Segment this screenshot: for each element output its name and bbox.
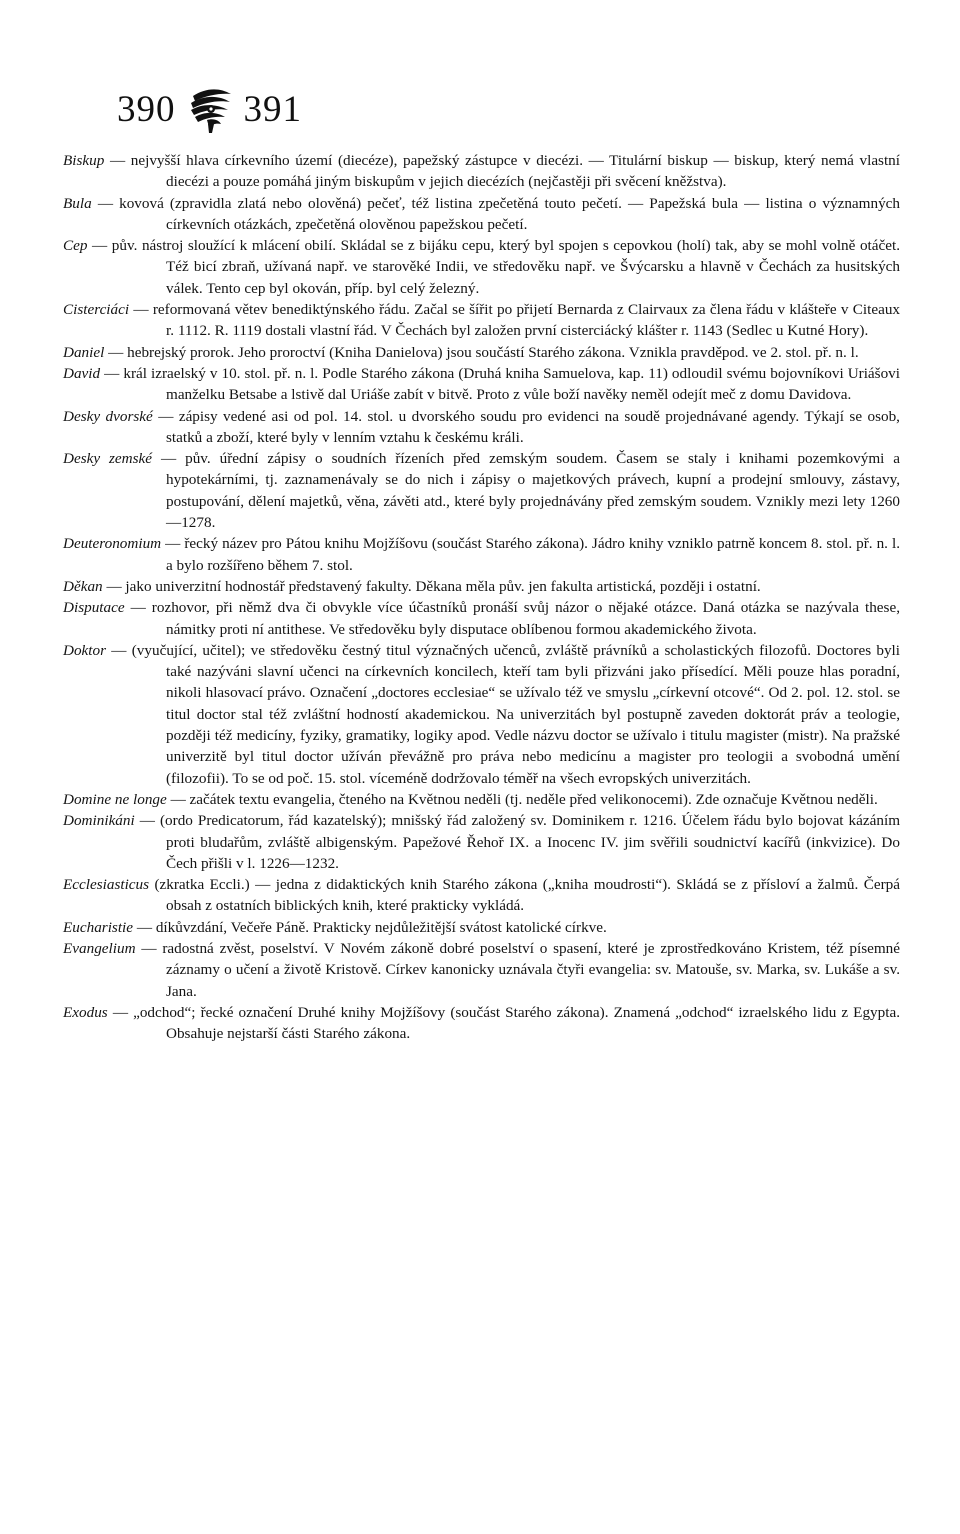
glossary-entry [63,597,900,640]
entry-term: Dominikáni [63,812,135,830]
entry-definition: — král izraelský v 10. stol. př. n. l. Podle Starého zákona (Druhá kniha Samuelova, kap. 11) odloudil svému bojovníkovi Uriášovi manželku Betsabe a lstivě dal Uriáše zabít v bitvě. Proto z vůle boží navěky neměl odejít meč z domu Davidova. [104,364,900,404]
glossary-entry [63,448,900,533]
glossary-entry [63,363,900,406]
entry-term: Biskup [63,152,105,169]
glossary-entry [63,874,900,917]
entry-term: Děkan [63,577,103,595]
entry-definition: — nejvyšší hlava církevního území (diecéze), papežský zástupce v diecézi. — Titulární biskup — biskup, který nemá vlastní diecézi a pouze pomáhá jiným biskupům v jejich diecézích (nejčastěji při svěcení kněžstva). [109,152,900,191]
glossary-entry [63,299,900,342]
entry-definition: — (vyučující, učitel); ve středověku čestný titul význačných učenců, zvláště právníků a scholastických filozofů. Doctores byli také nazýváni slavní učenci na církevních koncilech, kteří tam byli přizváni jako přísedící. Měli pouze hlas poradní, nikoli hlasovací právo. Označení „doctores ecclesiae“ se užívalo též ve smyslu „církevní otcové“. Od 2. pol. 12. stol. se titul doctor stal též zvláštní hodností akademickou. Na univerzitách byl postupně zaveden doktorát práv a teologie, později též medicíny, fyziky, gramatiky, logiky apod. Vedle názvu doctor se užívalo i titulu magister (mistr). Na pražské univerzitě byl titul doctor užíván převážně pro práva nebo medicínu a magister pro teologii a svobodná umění (filozofii). To se od poč. 15. stol. víceméně dodržovalo téměř na všech evropských univerzitách. [111,641,900,787]
entry-definition: — reformovaná větev benediktýnského řádu. Začal se šířit po přijetí Bernarda z Clairvaux za člena řádu v klášteře v Citeaux r. 1112. R. 1119 dostali vlastní řád. V Čechách byl založen první cisterciácký klášter r. 1143 (Sedlec u Kutné Hory). [133,301,901,340]
glossary-entry [63,917,900,938]
entry-term: David [63,364,101,382]
entry-term: Cep [63,237,88,255]
glossary-entry [63,235,900,299]
glossary-entry [63,789,900,810]
entry-term: Desky zemské [63,450,153,468]
entry-definition: — hebrejský prorok. Jeho proroctví (Kniha Danielova) jsou součástí Starého zákona. Vznikla pravděpod. ve 2. stol. př. n. l. [108,343,859,361]
entry-definition: — „odchod“; řecké označení Druhé knihy Mojžíšovy (součást Starého zákona). Znamená „odchod“ izraelského lidu z Egypta. Obsahuje nejstarší části Starého zákona. [112,1003,901,1043]
entry-definition: — rozhovor, při němž dva či obvykle více účastníků pronáší svůj názor o nějaké otázce. Daná otázka se nazývala these, námitky proti ní antithese. Ve středověku byly disputace oblíbenou formou akademického života. [130,599,901,638]
entry-term: Desky dvorské [63,407,153,425]
entry-term: Evangelium [63,939,136,957]
entry-definition: (zkratka Eccli.) — jedna z didaktických knih Starého zákona („kniha moudrosti“). Skládá se z přísloví a žalmů. Čerpá obsah z ostatních biblických knih, které prakticky vykládá. [154,876,901,915]
entry-term: Cisterciáci [63,301,130,319]
entry-term: Daniel [63,343,105,361]
glossary-entry [63,193,900,236]
entry-definition: — pův. úřední zápisy o soudních řízeních před zemským soudem. Časem se staly i knihami pozemkovými a hypotekárními, tj. zaznamenávaly se do nich i zápisy o majetkových právech, kupní a prodejní smlouvy, zástavy, postupování, dělení majetků, věna, závěti atd., které byly projednávány před zemským soudem. Vznikly mezi lety 1260—1278. [160,450,901,532]
entry-definition: — pův. nástroj sloužící k mlácení obilí. Skládal se z bijáku cepu, který byl spojen s cepovkou (holí) tak, aby se mohl volně otáčet. Též bicí zbraň, užívaná např. ve starověké Indii, ve středověku např. ve Švýcarsku a hlavně v Čechách za husitských válek. Tento cep byl okován, příp. byl celý železný. [92,237,900,297]
entry-term: Domine ne longe [63,790,167,808]
entry-definition: — zápisy vedené asi od pol. 14. stol. u dvorského soudu pro evidenci na soudě projednávané agendy. Týkají se osob, statků a zboží, které byly v lenním vztahu k českému králi. [158,407,900,446]
page-number-right: 391 [243,88,302,130]
entry-definition: — (ordo Predicatorum, řád kazatelský); mnišský řád založený sv. Dominikem r. 1216. Účelem řádu bylo bojovat kázáním proti bludařům, zvláště albigenským. Papežové Řehoř IX. a Inocenc IV. jim svěřili soudnictví kacířů (inkvizice). Do Čech přišli v l. 1226—1232. [139,812,901,872]
entry-definition: — díkůvzdání, Večeře Páně. Prakticky nejdůležitější svátost katolické církve. [136,918,607,936]
glossary-entry [63,150,900,193]
glossary-entry [63,1002,900,1045]
glossary-entry [63,938,900,1002]
page-number-left: 390 [117,88,176,130]
entry-term: Deuteronomium [63,535,162,553]
glossary-list [63,150,900,1044]
entry-definition: — radostná zvěst, poselství. V Novém zákoně dobré poselství o spasení, které je zprostředkováno Kristem, též písemné záznamy o učení a životě Kristově. Církev kanonicky uznávala čtyři evangelia: sv. Matouše, sv. Marka, sv. Lukáše a sv. Jana. [141,939,901,1000]
entry-term: Exodus [63,1003,108,1021]
glossary-entry [63,810,900,874]
entry-term: Bula [63,194,92,212]
stylized-leaf-ornament-icon [185,84,235,134]
entry-definition: — kovová (zpravidla zlatá nebo olověná) pečeť, též listina zpečetěná touto pečetí. — Papežská bula — listina o významných církevních otázkách, zpečetěná olověnou papežskou pečetí. [97,194,900,233]
entry-term: Disputace [63,599,125,617]
glossary-entry [63,576,900,597]
glossary-entry [63,342,900,363]
entry-term: Eucharistie [63,918,134,936]
entry-term: Ecclesiasticus [63,876,150,894]
entry-definition: — řecký název pro Pátou knihu Mojžíšovu (součást Starého zákona). Jádro knihy vzniklo patrně koncem 8. stol. př. n. l. a bylo rozšířeno během 7. stol. [165,535,901,574]
page-header [117,84,302,134]
entry-definition: — začátek textu evangelia, čteného na Květnou neděli (tj. neděle před velikonocemi). Zde označuje Květnou neděli. [170,790,878,808]
entry-definition: — jako univerzitní hodnostář představený fakulty. Děkana měla pův. jen fakulta artistická, později i ostatní. [106,577,761,595]
glossary-entry [63,406,900,449]
glossary-entry [63,640,900,789]
glossary-entry [63,533,900,576]
entry-term: Doktor [63,641,107,659]
